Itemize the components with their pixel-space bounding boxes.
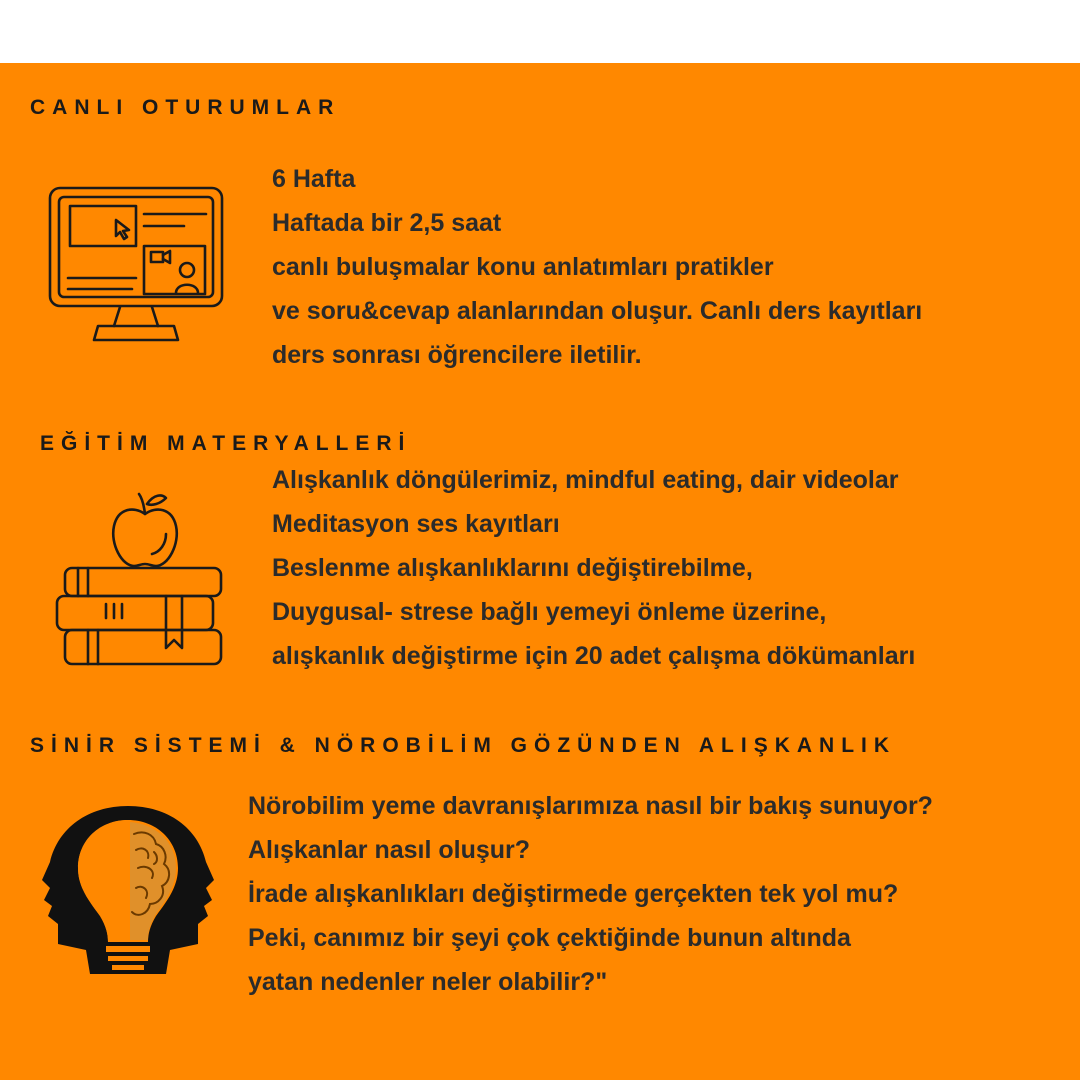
- training-materials-text: [272, 458, 915, 678]
- monitor-video-call-icon: [48, 186, 224, 344]
- books-apple-icon: [54, 488, 224, 668]
- text-line: yatan nedenler neler olabilir?": [248, 968, 608, 996]
- text-line: Alışkanlar nasıl oluşur?: [248, 836, 531, 864]
- neuroscience-text: [248, 784, 933, 1004]
- text-line: canlı buluşmalar konu anlatımları pratikler: [272, 253, 774, 281]
- text-line: Meditasyon ses kayıtları: [272, 510, 560, 538]
- text-line: Nörobilim yeme davranışlarımıza nasıl bir bakış sunuyor?: [248, 792, 933, 820]
- section-title-live-sessions: CANLI OTURUMLAR: [30, 96, 341, 119]
- text-line: Peki, canımız bir şeyi çok çektiğinde bunun altında: [248, 924, 851, 952]
- text-line: ve soru&cevap alanlarından oluşur. Canlı ders kayıtları: [272, 297, 923, 325]
- section-title-training-materials: EĞİTİM MATERYALLERİ: [40, 432, 412, 455]
- text-line: Haftada bir 2,5 saat: [272, 209, 502, 237]
- text-line: alışkanlık değiştirme için 20 adet çalışma dökümanları: [272, 642, 916, 670]
- section-title-neuroscience: SİNİR SİSTEMİ & NÖROBİLİM GÖZÜNDEN ALIŞKANLIK: [30, 734, 897, 757]
- live-sessions-text: [272, 157, 922, 377]
- text-line: Duygusal- strese bağlı yemeyi önleme üzerine,: [272, 598, 827, 626]
- brain-lightbulb-heads-icon: [28, 804, 228, 976]
- text-line: İrade alışkanlıkları değiştirmede gerçekten tek yol mu?: [248, 880, 899, 908]
- text-line: Alışkanlık döngülerimiz, mindful eating, dair videolar: [272, 466, 899, 494]
- text-line: Beslenme alışkanlıklarını değiştirebilme,: [272, 554, 753, 582]
- text-line: ders sonrası öğrencilere iletilir.: [272, 341, 642, 369]
- text-line: 6 Hafta: [272, 165, 356, 193]
